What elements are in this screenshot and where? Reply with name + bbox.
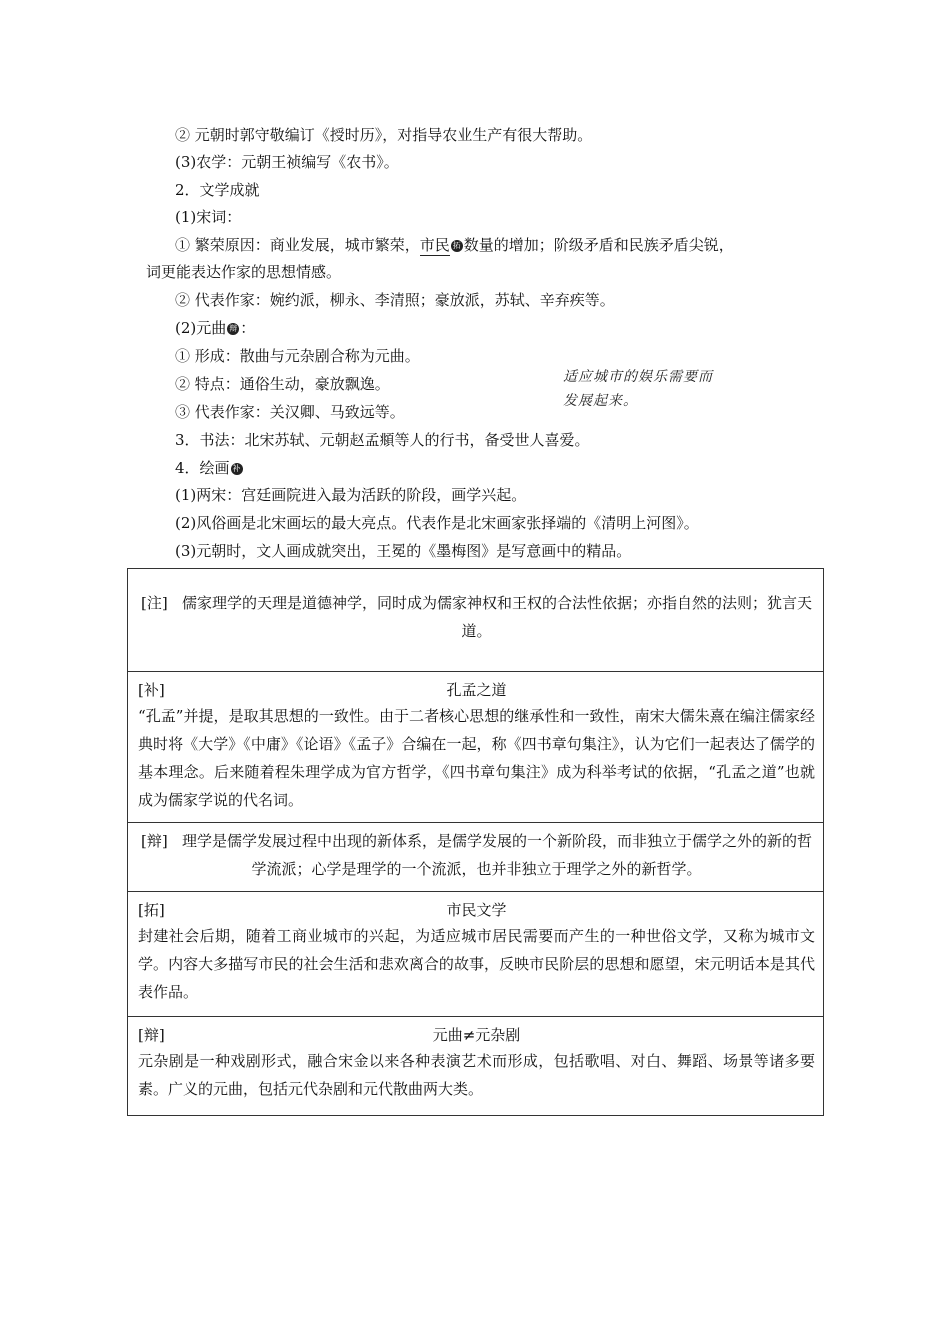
- note-row: [128, 892, 824, 1017]
- text-span: ：: [240, 319, 256, 337]
- note-text: 理学是儒学发展过程中出现的新体系，是儒学发展的一个新阶段，而非独立于儒学之外的新的哲学流派；心学是理学的一个流派，也并非独立于理学之外的新哲学。: [182, 832, 813, 878]
- note-cell: [128, 823, 824, 892]
- text-span: 数量的增加；阶级矛盾和民族矛盾尖锐，: [463, 236, 734, 254]
- text-line: (3)农学：元朝王祯编写《农书》。: [175, 153, 399, 171]
- note-tag: [注]: [140, 594, 168, 612]
- text-span: ① 繁荣原因：商业发展，城市繁荣，: [175, 236, 420, 254]
- handwritten-annotation: 发展起来。: [563, 393, 638, 409]
- note-marker-icon: 辩: [229, 324, 238, 333]
- notes-table: [127, 568, 824, 1116]
- note-text: 元杂剧是一种戏剧形式，融合宋金以来各种表演艺术而形成，包括歌唱、对白、舞蹈、场景等诸多要素。广义的元曲，包括元代杂剧和元代散曲两大类。: [138, 1052, 815, 1098]
- section-heading: 2．文学成就: [175, 181, 260, 199]
- note-marker-icon: 补: [232, 464, 241, 473]
- text-line: ② 特点：通俗生动，豪放飘逸。: [175, 375, 390, 393]
- text-line: (1)两宋：宫廷画院进入最为活跃的阶段，画学兴起。: [175, 486, 527, 504]
- section-heading: [175, 458, 244, 478]
- text-line: ② 代表作家：婉约派，柳永、李清照；豪放派，苏轼、辛弃疾等。: [175, 291, 615, 309]
- note-header: [138, 896, 815, 922]
- note-header: [138, 676, 815, 702]
- text-span: 4．绘画: [175, 459, 230, 477]
- note-title: 孔孟之道: [446, 681, 507, 699]
- note-tag: [辩]: [138, 1026, 165, 1044]
- note-row: [128, 1017, 824, 1116]
- text-line: ② 元朝时郭守敬编订《授时历》，对指导农业生产有很大帮助。: [175, 126, 593, 144]
- handwritten-annotation: 适应城市的娱乐需要而: [563, 369, 713, 385]
- note-marker-icon: 拓: [452, 241, 461, 250]
- note-header: [138, 1021, 815, 1047]
- text-line: (1)宋词：: [175, 208, 242, 226]
- text-line: ① 形成：散曲与元杂剧合称为元曲。: [175, 347, 420, 365]
- note-tag: [拓]: [138, 901, 165, 919]
- text-line: 词更能表达作家的思想情感。: [146, 263, 342, 281]
- underlined-term: 市民: [419, 236, 450, 254]
- note-text: “孔孟”并提，是取其思想的一致性。由于二者核心思想的继承性和一致性，南宋大儒朱熹在编注儒家经典时将《大学》《中庸》《论语》《孟子》合编在一起，称《四书章句集注》，认为它们一起表达了儒学的基本理念。后来随着程朱理学成为官方哲学，《四书章句集注》成为科举考试的依据，“孔孟之道”也就成为儒家学说的代名词。: [138, 707, 815, 809]
- note-text: 封建社会后期，随着工商业城市的兴起，为适应城市居民需要而产生的一种世俗文学，又称为城市文学。内容大多描写市民的社会生活和悲欢离合的故事，反映市民阶层的思想和愿望，宋元明话本是其代表作品。: [138, 927, 815, 1001]
- text-line: [175, 235, 734, 255]
- text-span: (2)元曲: [175, 319, 227, 337]
- note-cell: [128, 1017, 824, 1116]
- note-row: [128, 823, 824, 892]
- note-title: 市民文学: [446, 901, 507, 919]
- text-line: 3．书法：北宋苏轼、元朝赵孟頫等人的行书，备受世人喜爱。: [175, 431, 590, 449]
- note-cell: [128, 892, 824, 1017]
- note-tag: [辩]: [140, 832, 168, 850]
- note-cell: [128, 672, 824, 823]
- text-line: (3)元朝时，文人画成就突出，王冕的《墨梅图》是写意画中的精品。: [175, 542, 632, 560]
- note-title: 元曲≠元杂剧: [432, 1026, 521, 1044]
- note-text: 儒家理学的天理是道德神学，同时成为儒家神权和王权的合法性依据；亦指自然的法则；犹言天道。: [182, 594, 813, 640]
- note-row: [128, 672, 824, 823]
- note-tag: [补]: [138, 681, 165, 699]
- text-line: ③ 代表作家：关汉卿、马致远等。: [175, 403, 405, 421]
- text-line: [175, 318, 255, 338]
- note-row: [128, 569, 824, 672]
- text-line: (2)风俗画是北宋画坛的最大亮点。代表作是北宋画家张择端的《清明上河图》。: [175, 514, 699, 532]
- note-cell: [128, 569, 824, 672]
